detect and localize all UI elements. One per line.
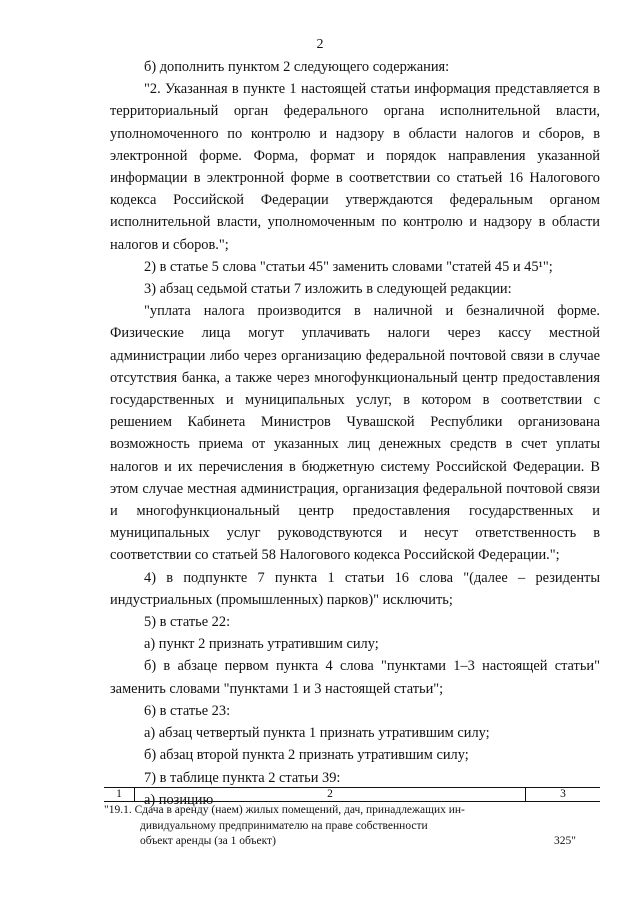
- table-row-description: [104, 803, 524, 850]
- paragraph: 5) в статье 22:: [144, 614, 231, 631]
- paragraph: 6) в статье 23:: [144, 702, 231, 719]
- paragraph: а) позицию: [144, 791, 214, 808]
- paragraph: "уплата налога производится в наличной и безналичной форме. Физические лица могут уплачивать налоги через кассу местной администрации либо через организацию федеральной почтовой связи в случае отсутствия банка, а также через многофункциональный центр предоставления государственных и муниципальных услуг, в котором в соответствии с решением Кабинета Министров Чувашской Республики организована возможность приема от указанных лиц денежных средств в счет уплаты налогов и их перечисления в бюджетную систему Российской Федерации. В этом случае местная администрация, организация федеральной почтовой связи и многофункциональный центр предоставления государственных и муниципальных услуг руководствуются и несут ответственность в соответствии со статьей 58 Налогового кодекса Российской Федерации.";: [110, 303, 600, 564]
- table-row: [104, 803, 600, 850]
- table-row-line: дивидуальному предпринимателю на праве собственности: [140, 819, 428, 832]
- paragraph: а) пункт 2 признать утратившим силу;: [144, 636, 379, 653]
- paragraph: 4) в подпункте 7 пункта 1 статьи 16 слова "(далее – резиденты индустриальных (промышленных) парков)" исключить;: [110, 569, 600, 608]
- page-number: 2: [316, 37, 324, 52]
- paragraph: 7) в таблице пункта 2 статьи 39:: [144, 769, 341, 786]
- paragraph: б) в абзаце первом пункта 4 слова "пунктами 1–3 настоящей статьи" заменить словами "пунктами 1 и 3 настоящей статьи";: [110, 658, 600, 697]
- table-header-row: [104, 787, 600, 802]
- paragraph: б) абзац второй пункта 2 признать утратившим силу;: [144, 747, 469, 764]
- paragraph: "2. Указанная в пункте 1 настоящей статьи информация представляется в территориальный орган федерального органа исполнительной власти, уполномоченного по контролю и надзору в области налогов и сборов, в электронной форме. Форма, формат и порядок направления указанной информации в электронной форме в соответствии со статьей 16 Налогового кодекса Российской Федерации утверждаются федеральным органом исполнительной власти, уполномоченным по контролю и надзору в области налогов и сборов.";: [110, 81, 600, 253]
- paragraph: а) абзац четвертый пункта 1 признать утратившим силу;: [144, 725, 490, 742]
- paragraph: 3) абзац седьмой статьи 7 изложить в следующей редакции:: [144, 281, 512, 298]
- table-header-cell: 3: [560, 788, 566, 800]
- document-body: [110, 56, 600, 811]
- paragraph: б) дополнить пунктом 2 следующего содержания:: [144, 59, 450, 75]
- table-row-line: "19.1. Сдача в аренду (наем) жилых помещений, дач, принадлежащих ин-: [104, 804, 465, 816]
- table-header-cell: 1: [104, 788, 135, 801]
- table-header-cell: 2: [135, 788, 526, 801]
- table-row-line: объект аренды (за 1 объект): [140, 835, 276, 847]
- table-row-value: 325": [554, 835, 576, 847]
- paragraph: 2) в статье 5 слова "статьи 45" заменить словами "статей 45 и 45¹";: [144, 258, 553, 275]
- tax-rate-table: [104, 787, 600, 850]
